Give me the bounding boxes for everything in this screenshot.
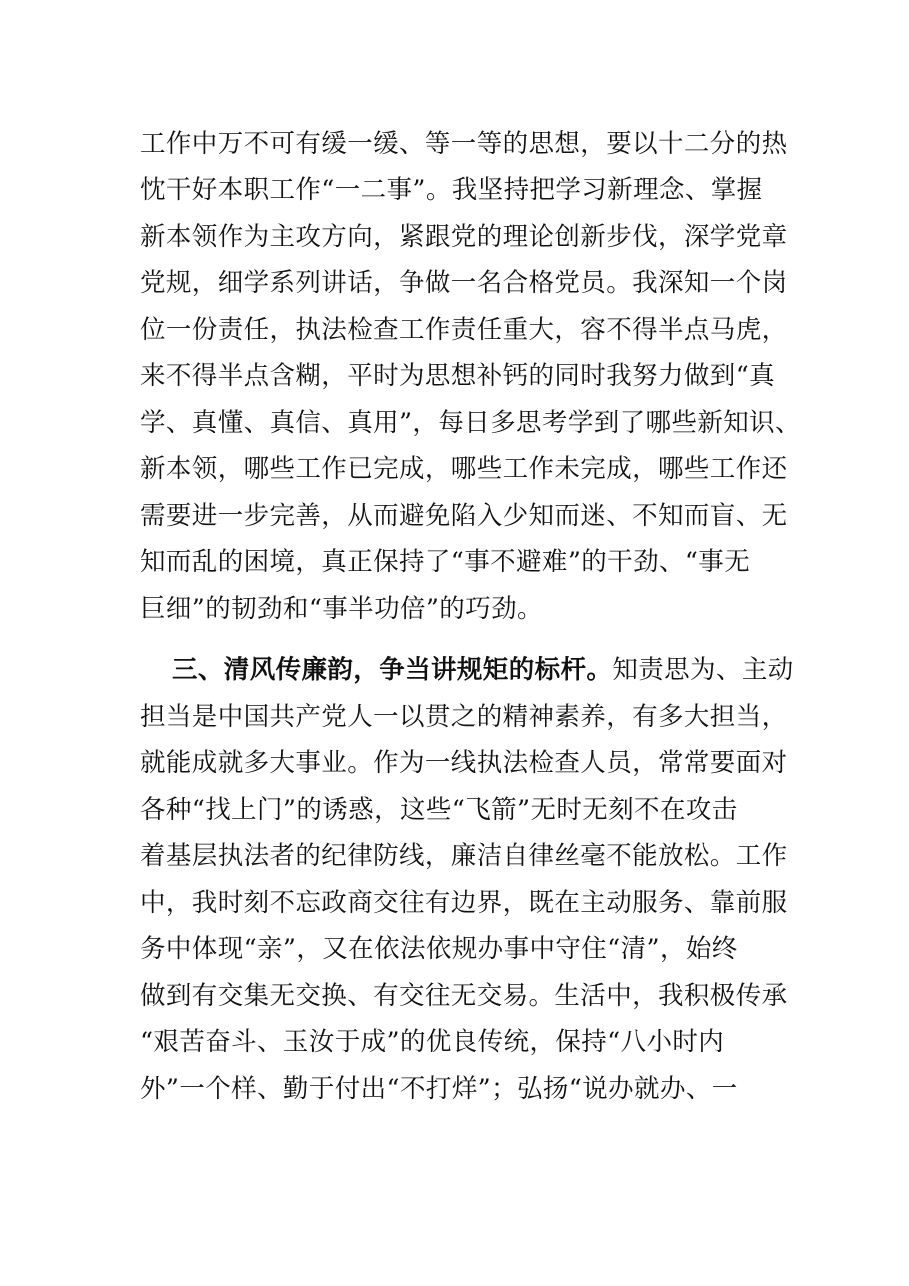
paragraph-1-line-9: 需要进一步完善，从而避免陷入少知而迷、不知而盲、无 bbox=[140, 501, 788, 531]
paragraph-2-line-1 bbox=[172, 655, 794, 685]
paragraph-2-line-6: 中，我时刻不忘政商交往有边界，既在主动服务、靠前服 bbox=[140, 888, 788, 918]
paragraph-2-line-4: 各种“找上门”的诱惑，这些“飞箭”无时无刻不在攻击 bbox=[140, 795, 738, 825]
paragraph-2-line-7: 务中体现“亲”，又在依法依规办事中守住“清”，始终 bbox=[140, 934, 738, 964]
paragraph-2-line-10: 外”一个样、勤于付出“不打烊”；弘扬“说办就办、一 bbox=[140, 1074, 738, 1104]
paragraph-1-line-10: 知而乱的困境，真正保持了“事不避难”的干劲、“事无 bbox=[140, 547, 751, 577]
paragraph-1-line-8: 新本领，哪些工作已完成，哪些工作未完成，哪些工作还 bbox=[140, 454, 788, 484]
section-heading: 三、清风传廉韵，争当讲规矩的标杆。 bbox=[172, 655, 613, 685]
paragraph-1-line-3: 新本领作为主攻方向，紧跟党的理论创新步伐，深学党章 bbox=[140, 222, 788, 252]
paragraph-1-line-4: 党规，细学系列讲话，争做一名合格党员。我深知一个岗 bbox=[140, 268, 788, 298]
paragraph-1-line-7: 学、真懂、真信、真用”，每日多思考学到了哪些新知识、 bbox=[140, 408, 801, 438]
paragraph-2-line-3: 就能成就多大事业。作为一线执法检查人员，常常要面对 bbox=[140, 748, 788, 778]
paragraph-1-line-11: 巨细”的韧劲和“事半功倍”的巧劲。 bbox=[140, 594, 543, 624]
section-heading-continuation: 知责思为、主动 bbox=[612, 655, 794, 685]
paragraph-2-line-8: 做到有交集无交换、有交往无交易。生活中，我积极传承 bbox=[140, 981, 788, 1011]
paragraph-1-line-2: 忱干好本职工作“一二事”。我坚持把学习新理念、掌握 bbox=[140, 175, 763, 205]
paragraph-1-line-5: 位一份责任，执法检查工作责任重大，容不得半点马虎， bbox=[140, 315, 788, 345]
paragraph-1-line-6: 来不得半点含糊，平时为思想补钙的同时我努力做到“真 bbox=[140, 361, 776, 391]
paragraph-2-line-5: 着基层执法者的纪律防线，廉洁自律丝毫不能放松。工作 bbox=[140, 841, 788, 871]
paragraph-2-line-2: 担当是中国共产党人一以贯之的精神素养，有多大担当， bbox=[140, 702, 788, 732]
paragraph-1-line-1: 工作中万不可有缓一缓、等一等的思想，要以十二分的热 bbox=[140, 129, 788, 159]
paragraph-2-line-9: “艰苦奋斗、玉汝于成”的优良传统，保持“八小时内 bbox=[140, 1027, 725, 1057]
